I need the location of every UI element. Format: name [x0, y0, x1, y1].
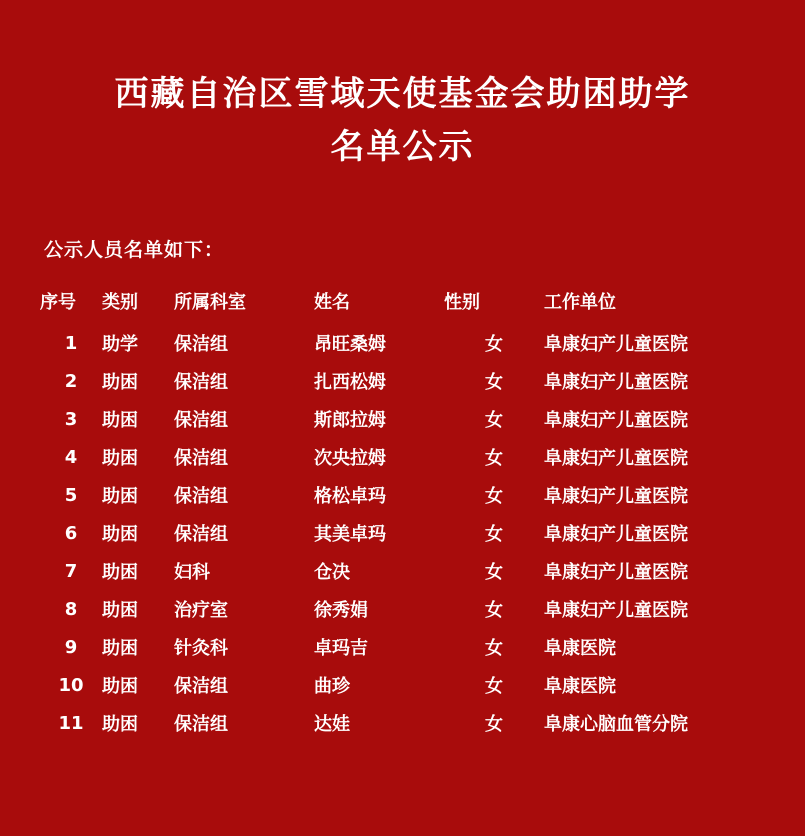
cell-category: 助学 [102, 334, 138, 356]
table-header [40, 284, 765, 324]
cell-department: 保洁组 [174, 410, 228, 432]
cell-name: 仓决 [314, 562, 350, 584]
listing-table [40, 284, 765, 742]
cell-department: 针灸科 [174, 638, 228, 660]
header-gender: 性别 [444, 292, 480, 314]
header-name: 姓名 [314, 292, 350, 314]
cell-department: 保洁组 [174, 676, 228, 698]
cell-name: 次央拉姆 [314, 448, 386, 470]
cell-index: 11 [58, 712, 84, 734]
cell-name: 卓玛吉 [314, 638, 368, 660]
cell-unit: 阜康妇产儿童医院 [544, 334, 688, 356]
cell-unit: 阜康医院 [544, 676, 616, 698]
table-row [40, 704, 765, 742]
cell-index: 9 [64, 636, 78, 658]
table-body [40, 324, 765, 742]
cell-name: 达娃 [314, 714, 350, 736]
cell-index: 4 [64, 446, 78, 468]
cell-category: 助困 [102, 638, 138, 660]
title-line-2: 名单公示 [330, 126, 475, 167]
cell-gender: 女 [485, 676, 503, 698]
cell-category: 助困 [102, 448, 138, 470]
cell-department: 妇科 [174, 562, 210, 584]
cell-index: 10 [58, 674, 84, 696]
table-row [40, 514, 765, 552]
cell-index: 7 [64, 560, 78, 582]
page-title [0, 0, 805, 173]
cell-index: 8 [64, 598, 78, 620]
header-unit: 工作单位 [544, 292, 616, 314]
table-row [40, 476, 765, 514]
table-row [40, 362, 765, 400]
cell-department: 保洁组 [174, 714, 228, 736]
cell-department: 保洁组 [174, 486, 228, 508]
cell-gender: 女 [485, 486, 503, 508]
cell-department: 保洁组 [174, 448, 228, 470]
cell-index: 3 [64, 408, 78, 430]
cell-name: 徐秀娟 [314, 600, 368, 622]
cell-unit: 阜康妇产儿童医院 [544, 448, 688, 470]
listing-table-wrap [0, 284, 805, 742]
cell-gender: 女 [485, 334, 503, 356]
header-index: 序号 [40, 292, 76, 314]
header-category: 类别 [102, 292, 138, 314]
cell-index: 1 [64, 332, 78, 354]
table-row [40, 438, 765, 476]
table-row [40, 628, 765, 666]
cell-department: 保洁组 [174, 372, 228, 394]
cell-category: 助困 [102, 562, 138, 584]
cell-gender: 女 [485, 448, 503, 470]
cell-category: 助困 [102, 714, 138, 736]
cell-department: 保洁组 [174, 334, 228, 356]
table-row [40, 400, 765, 438]
cell-name: 其美卓玛 [314, 524, 386, 546]
cell-category: 助困 [102, 372, 138, 394]
cell-category: 助困 [102, 524, 138, 546]
table-row [40, 666, 765, 704]
cell-index: 6 [64, 522, 78, 544]
cell-name: 斯郎拉姆 [314, 410, 386, 432]
cell-unit: 阜康妇产儿童医院 [544, 372, 688, 394]
cell-name: 昂旺桑姆 [314, 334, 386, 356]
cell-unit: 阜康心脑血管分院 [544, 714, 688, 736]
cell-category: 助困 [102, 676, 138, 698]
cell-department: 保洁组 [174, 524, 228, 546]
cell-category: 助困 [102, 600, 138, 622]
cell-gender: 女 [485, 524, 503, 546]
table-header-row [40, 284, 765, 324]
cell-gender: 女 [485, 600, 503, 622]
cell-unit: 阜康妇产儿童医院 [544, 486, 688, 508]
subtitle: 公示人员名单如下： [44, 239, 225, 262]
table-row [40, 590, 765, 628]
cell-gender: 女 [485, 562, 503, 584]
cell-department: 治疗室 [174, 600, 228, 622]
cell-name: 曲珍 [314, 676, 350, 698]
cell-category: 助困 [102, 486, 138, 508]
cell-unit: 阜康妇产儿童医院 [544, 562, 688, 584]
cell-category: 助困 [102, 410, 138, 432]
cell-unit: 阜康妇产儿童医院 [544, 410, 688, 432]
table-row [40, 552, 765, 590]
cell-unit: 阜康医院 [544, 638, 616, 660]
cell-gender: 女 [485, 714, 503, 736]
table-row [40, 324, 765, 362]
cell-index: 2 [64, 370, 78, 392]
cell-name: 扎西松姆 [314, 372, 386, 394]
cell-gender: 女 [485, 372, 503, 394]
cell-gender: 女 [485, 410, 503, 432]
cell-name: 格松卓玛 [314, 486, 386, 508]
cell-unit: 阜康妇产儿童医院 [544, 524, 688, 546]
cell-unit: 阜康妇产儿童医院 [544, 600, 688, 622]
title-line-1: 西藏自治区雪域天使基金会助困助学 [114, 74, 691, 114]
cell-index: 5 [64, 484, 78, 506]
header-department: 所属科室 [174, 292, 246, 314]
cell-gender: 女 [485, 638, 503, 660]
